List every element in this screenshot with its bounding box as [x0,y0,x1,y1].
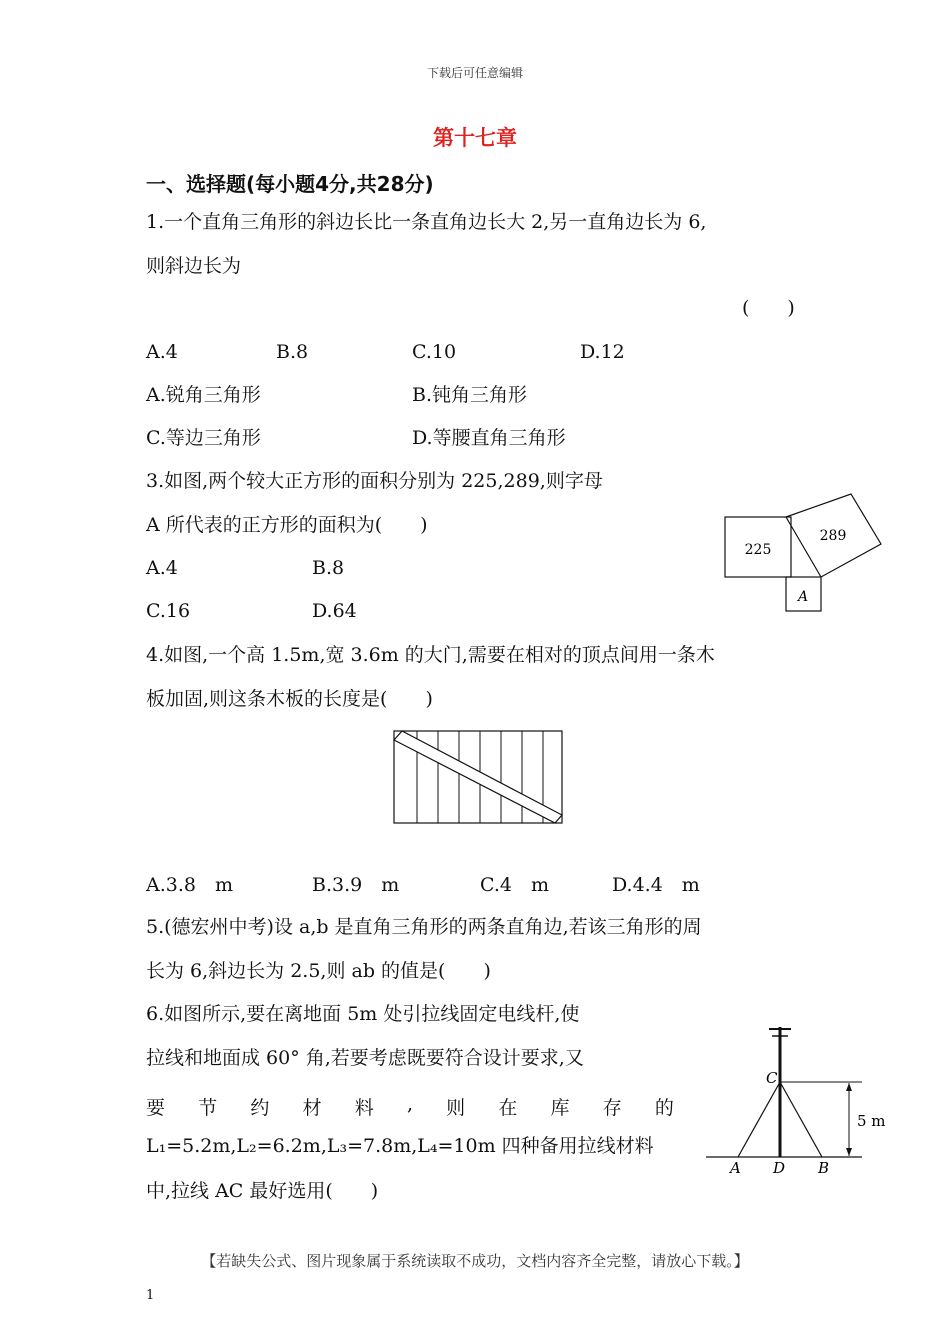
q6-word: , [406,1093,413,1115]
q6-word: 约 [250,1097,270,1119]
q1-option-d: D.12 [580,341,625,363]
q6-label-a: A [730,1159,741,1177]
q2-option-d: D.等腰直角三角形 [412,427,566,449]
section-heading: 一、选择题(每小题4分,共28分) [146,172,434,196]
q6-line4: L₁=5.2m,L₂=6.2m,L₃=7.8m,L₄=10m 四种备用拉线材料 [146,1135,654,1157]
q5-line1: 5.(德宏州中考)设 a,b 是直角三角形的两条直角边,若该三角形的周 [146,916,702,938]
page-header: 下载后可任意编辑 [426,66,523,80]
q3-option-d: D.64 [312,600,357,622]
q1-option-a: A.4 [146,341,178,363]
q6-line3 [146,1093,674,1120]
chapter-title: 第十七章 [433,126,517,150]
q6-line2: 拉线和地面成 60° 角,若要考虑既要符合设计要求,又 [146,1047,584,1069]
q4-option-c: C.4 m [480,874,550,896]
q3-line1: 3.如图,两个较大正方形的面积分别为 225,289,则字母 [146,470,603,492]
q6-word: 存 [602,1097,622,1119]
q3-label-225: 225 [744,542,772,558]
q1-option-b: B.8 [276,341,309,363]
q3-label-289: 289 [819,528,847,544]
q3-option-a: A.4 [146,557,178,579]
q2-option-a: A.锐角三角形 [146,384,261,406]
q4-gate-figure [393,730,565,826]
q6-word: 要 [146,1097,166,1119]
q6-label-b: B [818,1159,830,1177]
q1-line1: 1.一个直角三角形的斜边长比一条直角边长大 2,另一直角边长为 6, [146,211,707,233]
q2-option-c: C.等边三角形 [146,427,261,449]
q4-option-b: B.3.9 m [312,874,400,896]
q3-line2: A 所代表的正方形的面积为( ) [146,514,428,536]
q3-label-a: A [797,589,809,605]
q4-line2: 板加固,则这条木板的长度是( ) [146,688,433,710]
q6-word: 料 [354,1097,374,1119]
q4-option-d: D.4.4 m [612,874,700,896]
q1-line2: 则斜边长为 [146,255,242,277]
q1-option-c: C.10 [412,341,457,363]
q1-answer-blank: ( ) [742,297,795,319]
q4-option-a: A.3.8 m [146,874,233,896]
q6-pole-figure [700,1015,900,1180]
q6-word: 则 [446,1097,466,1119]
q3-squares-figure [720,476,890,616]
q6-label-height: 5 m [857,1112,886,1130]
page-number: 1 [146,1288,155,1303]
q6-line5: 中,拉线 AC 最好选用( ) [146,1180,379,1202]
q6-line1: 6.如图所示,要在离地面 5m 处引拉线固定电线杆,使 [146,1003,580,1025]
q6-word: 节 [198,1097,218,1119]
q3-option-b: B.8 [312,557,345,579]
q5-line2: 长为 6,斜边长为 2.5,则 ab 的值是( ) [146,960,491,982]
q4-line1: 4.如图,一个高 1.5m,宽 3.6m 的大门,需要在相对的顶点间用一条木 [146,644,715,666]
q6-word: 材 [302,1097,322,1119]
q3-option-c: C.16 [146,600,191,622]
q6-word: 的 [654,1097,674,1119]
q6-label-d: D [773,1159,786,1177]
q6-label-c: C [766,1069,778,1087]
q2-option-b: B.钝角三角形 [412,384,528,406]
q6-word: 库 [550,1097,570,1119]
page-footer-note: 【若缺失公式、图片现象属于系统读取不成功，文档内容齐全完整，请放心下载。】 [201,1252,749,1270]
q6-word: 在 [498,1097,518,1119]
